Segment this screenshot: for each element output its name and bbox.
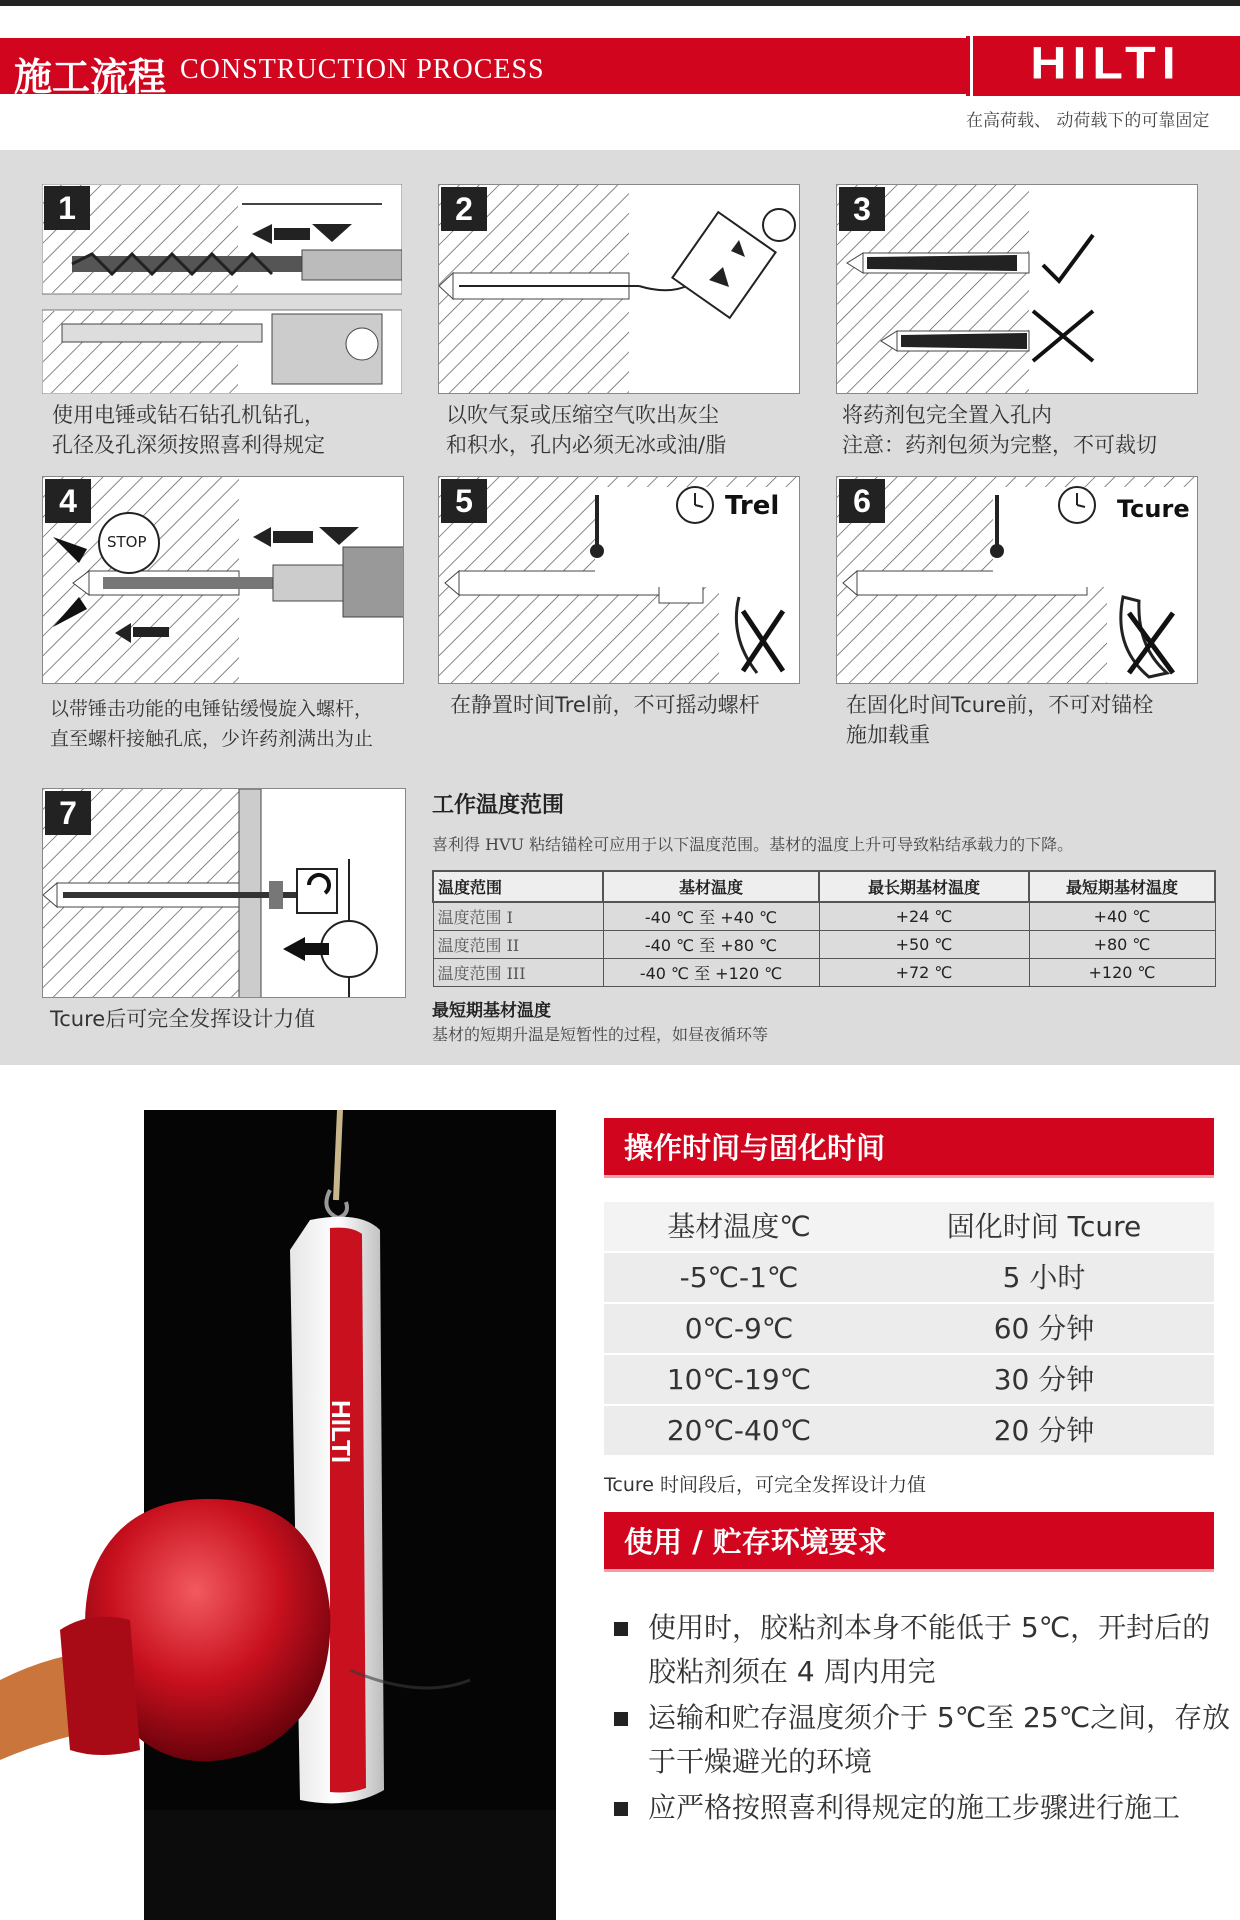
top-bar: [0, 0, 1240, 6]
table-header: 固化时间 Tcure: [946, 1210, 1142, 1243]
table-cell: 10℃-19℃: [666, 1363, 812, 1396]
table-cell: +80 ℃: [1029, 931, 1215, 959]
list-item: 使用时，胶粘剂本身不能低于 5℃，开封后的胶粘剂须在 4 周内用完: [612, 1606, 1232, 1694]
storage-header: 使用 / 贮存环境要求: [604, 1512, 1214, 1572]
table-cell: +120 ℃: [1029, 959, 1215, 987]
table-cell: +24 ℃: [819, 902, 1029, 931]
step-2-caption: 以吹气泵或压缩空气吹出灰尘 和积水，孔内必须无冰或油/脂: [446, 403, 727, 457]
trel-label: Trel: [725, 491, 780, 521]
table-cell: -40 ℃ 至 +80 ℃: [603, 931, 819, 959]
capsule-logo-text: HILTI: [326, 1400, 356, 1464]
table-cell: 60 分钟: [993, 1312, 1095, 1345]
table-cell: 20℃-40℃: [666, 1414, 812, 1447]
table-header: 基材温度: [603, 871, 819, 902]
stop-sign-label: STOP: [107, 533, 147, 551]
list-item: 运输和贮存温度须介于 5℃至 25℃之间，存放于干燥避光的环境: [612, 1696, 1232, 1784]
table-row: [433, 902, 1215, 931]
temperature-range-title: 工作温度范围: [432, 793, 565, 818]
table-cell: 温度范围 II: [433, 931, 603, 959]
step-7-illustration: [43, 789, 406, 998]
step-4-panel: [42, 476, 404, 684]
step-1-panel: [42, 184, 402, 394]
tcure-label: Tcure: [1117, 495, 1190, 523]
table-row: [604, 1406, 1214, 1455]
table-header: 最长期基材温度: [819, 871, 1029, 902]
step-number: 2: [441, 187, 487, 231]
step-3-panel: [836, 184, 1198, 394]
step-2-illustration: [439, 185, 800, 394]
short-term-temp-note: 基材的短期升温是短暂性的过程，如昼夜循环等: [432, 1025, 769, 1044]
header-title: 施工流程: [14, 54, 167, 99]
step-7-caption: Tcure后可完全发挥设计力值: [50, 1007, 316, 1031]
hilti-logo: [966, 36, 1240, 96]
temperature-range-description: 喜利得 HVU 粘结锚栓可应用于以下温度范围。基材的温度上升可导致粘结承载力的下降。: [432, 835, 1074, 854]
table-row: [604, 1253, 1214, 1302]
table-row: [604, 1304, 1214, 1353]
logo-text: HILTI: [1030, 38, 1182, 89]
table-header: 温度范围: [433, 871, 603, 902]
table-cell: +72 ℃: [819, 959, 1029, 987]
table-cell: 30 分钟: [993, 1363, 1095, 1396]
table-cell: 温度范围 I: [433, 902, 603, 931]
cure-time-table: [604, 1202, 1214, 1457]
table-cell: -40 ℃ 至 +40 ℃: [603, 902, 819, 931]
table-header: 基材温度℃: [667, 1210, 811, 1243]
step-number: 7: [45, 791, 91, 835]
cure-time-note: Tcure 时间段后，可完全发挥设计力值: [604, 1474, 926, 1496]
table-row: [604, 1355, 1214, 1404]
step-6-caption: 在固化时间Tcure前，不可对锚栓 施加载重: [846, 693, 1154, 747]
step-number: 4: [45, 479, 91, 523]
table-cell: 5 小时: [1002, 1261, 1086, 1294]
step-6-panel: [836, 476, 1198, 684]
table-cell: 温度范围 III: [433, 959, 603, 987]
step-7-panel: [42, 788, 406, 998]
boxing-glove-photo: [0, 1110, 560, 1920]
step-4-caption: 以带锤击功能的电锤钻缓慢旋入螺杆， 直至螺杆接触孔底，少许药剂满出为止: [50, 698, 374, 750]
table-cell: 20 分钟: [993, 1414, 1095, 1447]
step-number: 1: [44, 186, 90, 230]
tagline: 在高荷载、 动荷载下的可靠固定: [966, 111, 1210, 131]
step-1-caption: 使用电锤或钻石钻孔机钻孔， 孔径及孔深须按照喜利得规定: [52, 403, 325, 457]
table-row: [433, 959, 1215, 987]
short-term-temp-title: 最短期基材温度: [432, 1001, 551, 1021]
table-cell: +50 ℃: [819, 931, 1029, 959]
table-cell: 0℃-9℃: [684, 1312, 794, 1345]
table-cell: -40 ℃ 至 +120 ℃: [603, 959, 819, 987]
step-5-caption: 在静置时间Trel前，不可摇动螺杆: [450, 693, 760, 717]
step-4-illustration: [43, 477, 404, 684]
header-subtitle: CONSTRUCTION PROCESS: [180, 54, 545, 85]
table-header-row: [433, 871, 1215, 902]
step-number: 3: [839, 187, 885, 231]
table-row: [433, 931, 1215, 959]
table-header-row: [604, 1202, 1214, 1251]
step-number: 5: [441, 479, 487, 523]
list-item: 应严格按照喜利得规定的施工步骤进行施工: [612, 1786, 1232, 1830]
table-cell: +40 ℃: [1029, 902, 1215, 931]
storage-list: [612, 1606, 1232, 1832]
step-1-illustration: [42, 184, 402, 394]
temperature-range-table: [432, 870, 1216, 987]
step-3-illustration: [837, 185, 1198, 394]
step-2-panel: [438, 184, 800, 394]
step-number: 6: [839, 479, 885, 523]
table-cell: -5℃-1℃: [679, 1261, 799, 1294]
cure-time-header: 操作时间与固化时间: [604, 1118, 1214, 1178]
step-5-panel: [438, 476, 800, 684]
step-3-caption: 将药剂包完全置入孔内 注意：药剂包须为完整，不可裁切: [842, 403, 1157, 457]
table-header: 最短期基材温度: [1029, 871, 1215, 902]
